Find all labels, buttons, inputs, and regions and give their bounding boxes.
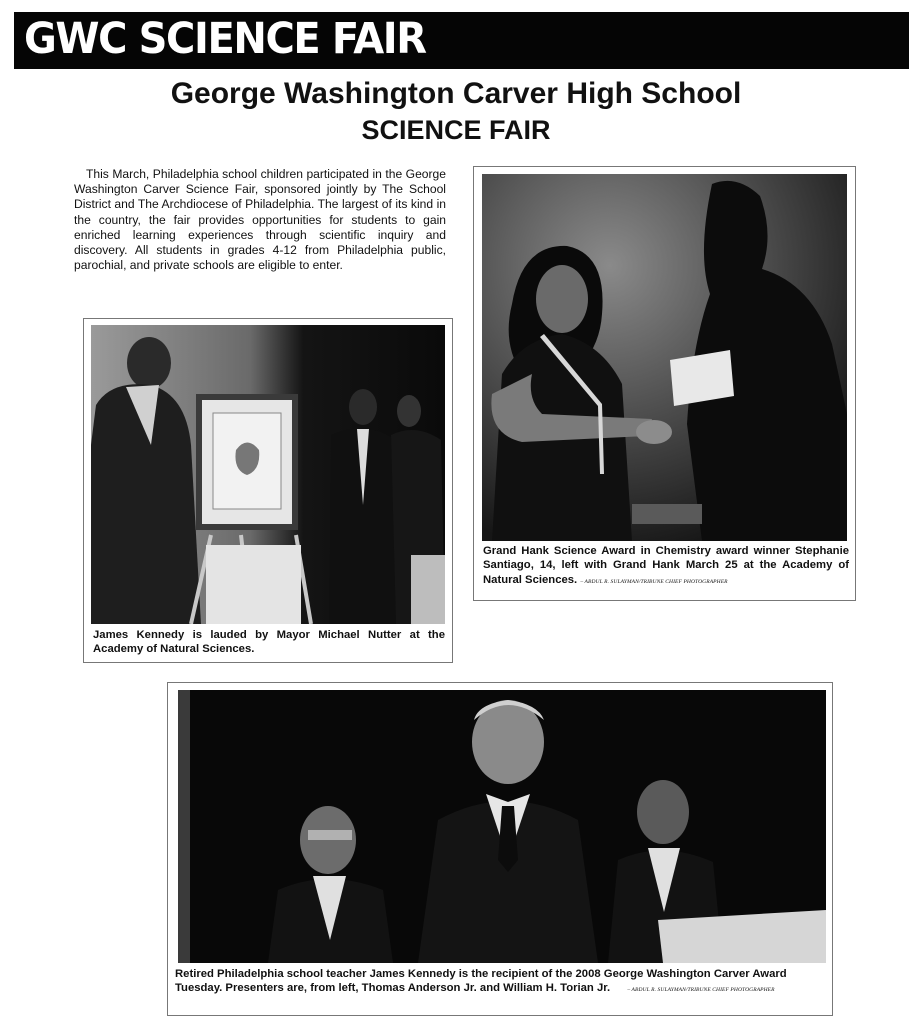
caption-award-text: Retired Philadelphia school teacher James Kennedy is the recipient of the 2008 George Washington Carver Award Tuesday. Presenters are, from left, Thomas Anderson Jr. and William H. Torian Jr. bbox=[175, 968, 787, 995]
photo-kennedy-nutter bbox=[91, 325, 445, 624]
section-banner-title: GWC SCIENCE FAIR bbox=[24, 14, 426, 64]
photo-box-stephanie bbox=[473, 166, 856, 601]
photo-box-award bbox=[167, 682, 833, 1016]
caption-stephanie bbox=[483, 544, 849, 589]
headline-school: George Washington Carver High School bbox=[170, 77, 742, 110]
photo-credit-stephanie: – ABDUL R. SULAYMAN/TRIBUNE CHIEF PHOTOGRAPHER bbox=[580, 578, 728, 585]
photo-stephanie-santiago bbox=[482, 174, 847, 541]
caption-award bbox=[175, 967, 829, 998]
photo-credit-award: – ABDUL R. SULAYMAN/TRIBUNE CHIEF PHOTOGRAPHER bbox=[627, 987, 775, 994]
photo-box-kennedy-nutter bbox=[83, 318, 453, 663]
headline-fair: SCIENCE FAIR bbox=[361, 115, 551, 145]
intro-paragraph: This March, Philadelphia school children participated in the George Washington Carver Science Fair, sponsored jointly by The School District and The Archdiocese of Philadelphia. The largest of its kind in the country, the fair provides opportunities for students to gain enriched learning experiences through scientific inquiry and discovery. All students in grades 4-12 from Philadelphia public, parochial, and private schools are eligible to enter. bbox=[74, 167, 446, 273]
caption-stephanie-text: Grand Hank Science Award in Chemistry award winner Stephanie Santiago, 14, left with Grand Hank March 25 at the Academy of Natural Sciences. bbox=[483, 545, 849, 586]
photo-carver-award bbox=[178, 690, 826, 963]
caption-kennedy-nutter: James Kennedy is lauded by Mayor Michael Nutter at the Academy of Natural Sciences. bbox=[93, 629, 445, 656]
